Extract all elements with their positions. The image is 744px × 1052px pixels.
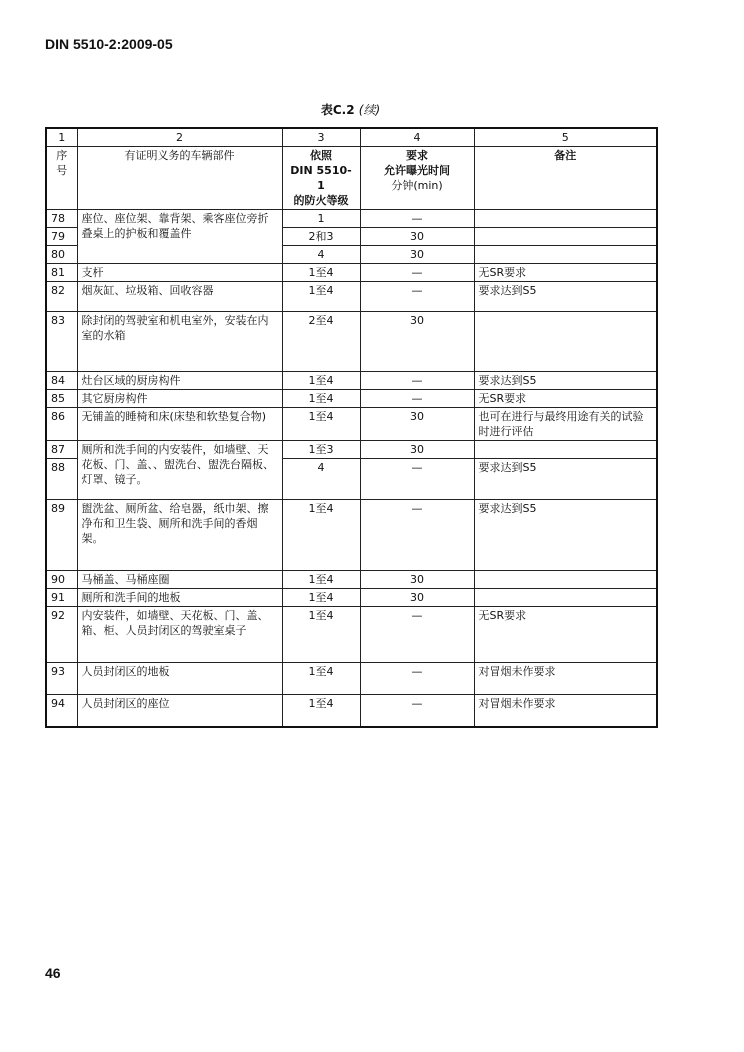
header-exposure-line3: 分钟(min) [391,179,443,192]
row-fire-class: 1 [282,210,360,228]
row-remark: 要求达到S5 [474,459,657,500]
row-part: 座位、座位架、靠背架、乘客座位旁折叠桌上的护板和覆盖件 [77,210,282,264]
row-part: 烟灰缸、垃圾箱、回收容器 [77,282,282,312]
row-exposure-time: 30 [360,312,474,372]
row-number: 83 [46,312,77,372]
row-number: 94 [46,695,77,727]
row-number: 80 [46,246,77,264]
row-exposure-time: — [360,264,474,282]
row-exposure-time: — [360,210,474,228]
column-number: 4 [360,128,474,147]
row-fire-class: 1至4 [282,408,360,441]
column-number-row [46,128,657,147]
row-exposure-time: — [360,500,474,571]
row-exposure-time: — [360,390,474,408]
row-number: 85 [46,390,77,408]
row-remark: 要求达到S5 [474,282,657,312]
row-remark [474,246,657,264]
table-row [46,607,657,663]
row-remark: 无SR要求 [474,264,657,282]
row-remark [474,441,657,459]
row-fire-class: 1至4 [282,607,360,663]
row-number: 84 [46,372,77,390]
table-row [46,441,657,459]
row-part: 盥洗盆、厕所盆、给皂器，纸巾架、擦净布和卫生袋、厕所和洗手间的香烟架。 [77,500,282,571]
row-fire-class: 1至4 [282,571,360,589]
row-number: 91 [46,589,77,607]
row-remark: 也可在进行与最终用途有关的试验时进行评估 [474,408,657,441]
table-row [46,589,657,607]
table-row [46,312,657,372]
row-exposure-time: — [360,663,474,695]
row-fire-class: 1至4 [282,264,360,282]
header-fire-class-line1: 依照 [310,149,332,162]
row-fire-class: 4 [282,246,360,264]
row-exposure-time: 30 [360,441,474,459]
row-number: 86 [46,408,77,441]
table-row [46,695,657,727]
table-row [46,408,657,441]
table-title: 表C.2 [320,103,355,117]
header-fire-class-line3: 的防火等级 [293,194,349,207]
header-part: 有证明义务的车辆部件 [77,147,282,210]
row-exposure-time: 30 [360,408,474,441]
row-remark: 对冒烟未作要求 [474,695,657,727]
row-part: 厕所和洗手间的内安装件，如墙壁、天花板、门、盖、、盥洗台、盥洗台隔板、灯罩、镜子。 [77,441,282,500]
row-number: 87 [46,441,77,459]
header-fire-class-line2: DIN 5510-1 [290,164,352,192]
row-exposure-time: — [360,459,474,500]
row-number: 81 [46,264,77,282]
row-exposure-time: — [360,372,474,390]
header-seq: 序 号 [46,147,77,210]
row-fire-class: 2和3 [282,228,360,246]
row-part: 马桶盖、马桶座圈 [77,571,282,589]
row-exposure-time: — [360,282,474,312]
row-remark [474,228,657,246]
row-number: 79 [46,228,77,246]
table-row [46,282,657,312]
table-row [46,663,657,695]
column-number: 3 [282,128,360,147]
table-row [46,210,657,228]
table-row [46,390,657,408]
table-caption [45,101,656,118]
row-number: 89 [46,500,77,571]
row-part: 其它厨房构件 [77,390,282,408]
row-remark [474,210,657,228]
row-exposure-time: 30 [360,571,474,589]
table-row [46,264,657,282]
row-part: 除封闭的驾驶室和机电室外，安装在内室的水箱 [77,312,282,372]
row-remark: 无SR要求 [474,607,657,663]
row-fire-class: 1至4 [282,695,360,727]
row-fire-class: 1至4 [282,390,360,408]
page-number: 46 [45,965,61,981]
table-row [46,500,657,571]
table-continued-label: (续) [358,103,381,117]
header-row [46,147,657,210]
row-remark: 对冒烟未作要求 [474,663,657,695]
row-fire-class: 1至4 [282,663,360,695]
header-exposure-time [360,147,474,210]
row-remark: 要求达到S5 [474,500,657,571]
header-exposure-line2: 允许曝光时间 [384,164,450,177]
row-part: 人员封闭区的座位 [77,695,282,727]
row-number: 92 [46,607,77,663]
row-remark [474,589,657,607]
row-fire-class: 4 [282,459,360,500]
row-exposure-time: — [360,607,474,663]
row-fire-class: 1至3 [282,441,360,459]
column-number: 2 [77,128,282,147]
row-fire-class: 2至4 [282,312,360,372]
row-remark [474,312,657,372]
row-number: 93 [46,663,77,695]
fire-class-table [45,127,658,728]
header-remark: 备注 [474,147,657,210]
row-part: 支杆 [77,264,282,282]
row-part: 内安装件，如墙壁、天花板、门、盖、箱、柜、人员封闭区的驾驶室桌子 [77,607,282,663]
row-part: 灶台区域的厨房构件 [77,372,282,390]
row-number: 78 [46,210,77,228]
row-remark: 要求达到S5 [474,372,657,390]
row-part: 厕所和洗手间的地板 [77,589,282,607]
row-exposure-time: 30 [360,246,474,264]
row-fire-class: 1至4 [282,372,360,390]
table-row [46,372,657,390]
header-exposure-line1: 要求 [406,149,428,162]
row-fire-class: 1至4 [282,589,360,607]
row-exposure-time: 30 [360,228,474,246]
row-exposure-time: 30 [360,589,474,607]
row-fire-class: 1至4 [282,500,360,571]
document-id: DIN 5510-2:2009-05 [45,36,173,52]
row-remark [474,571,657,589]
column-number: 1 [46,128,77,147]
column-number: 5 [474,128,657,147]
row-remark: 无SR要求 [474,390,657,408]
header-fire-class [282,147,360,210]
table-row [46,571,657,589]
row-number: 90 [46,571,77,589]
row-exposure-time: — [360,695,474,727]
row-number: 88 [46,459,77,500]
row-part: 人员封闭区的地板 [77,663,282,695]
row-part: 无铺盖的睡椅和床(床垫和软垫复合物) [77,408,282,441]
row-number: 82 [46,282,77,312]
row-fire-class: 1至4 [282,282,360,312]
